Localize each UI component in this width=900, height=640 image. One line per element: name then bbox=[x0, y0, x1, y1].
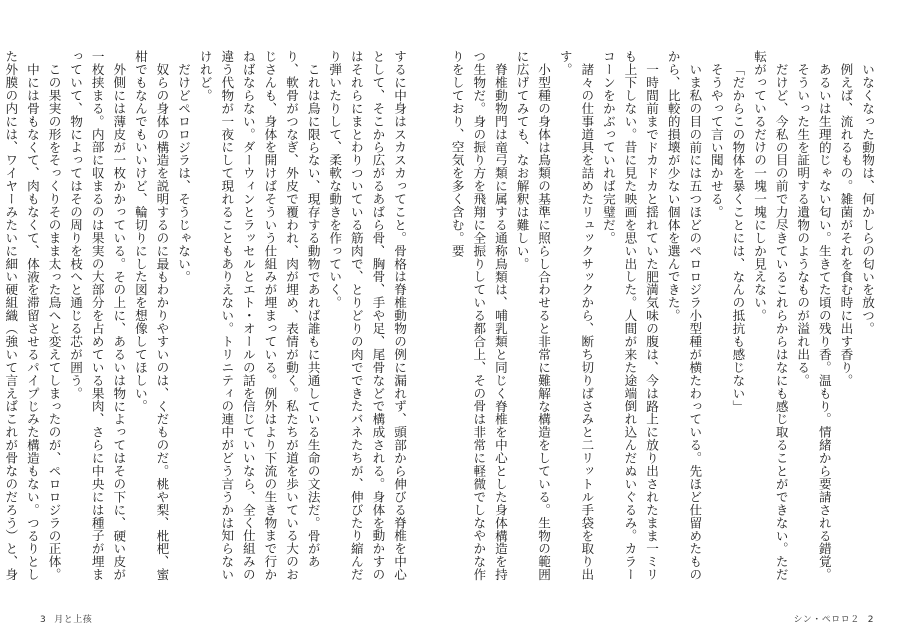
paragraph: 諸々の仕事道具を詰めたリュックサックから、断ち切りばさみと二リットル手袋を取り出す。 bbox=[557, 50, 595, 581]
paragraph: 中には骨もなくて、肉もなくて、体液を滞留させるパイプじみた構造もない。つるりとした外膜の内には、ワイヤーみたいに細い硬組織（強いて言えばこれが骨なのだろう）と、身 bbox=[3, 50, 40, 581]
right-page bbox=[450, 0, 900, 640]
paragraph: だけどペロロジラは、そうじゃない。 bbox=[176, 62, 192, 283]
left-page-footer bbox=[40, 612, 100, 625]
right-page-text bbox=[449, 50, 878, 590]
left-page-text bbox=[3, 50, 410, 590]
paragraph: するに中身はスカスカってこと。骨格は脊椎動物の例に漏れず、頭部から伸びる脊椎を中心として、そこから広がるあばら骨、胸骨、手や足、尾骨などで構成される。身体を動かすのはそれらにまとわりついている筋肉で、とりどりの肉でできたバネたちが、伸びたり縮んだり弾いたりして、柔軟な動きを作っていく。 bbox=[327, 50, 407, 581]
paragraph: この果実の形をそっくりそのまま太った鳥へと変えてしまったのが、ペロロジラの正体。 bbox=[46, 62, 62, 581]
paragraph: 外側には薄皮が一枚かかっている。その上に、あるいは物によってはその下に、硬い皮が一枚挟まる。内部に収まるのは果実の大部分を占めている果肉、さらに中央には種子が埋まっていて、物によってはその周りを枝へと通じる芯が囲う。 bbox=[68, 50, 127, 581]
paragraph: いなくなった動物は、何かしらの匂いを放つ。 bbox=[860, 62, 875, 335]
running-title: シン・ペロロ２ bbox=[793, 615, 860, 625]
paragraph: 一時間前までドカドカと揺れていた肥満気味の腹は、今は路上に放り出されたまま一ミリも上下しない。昔に見た映画を思い出した。人間が来た途端倒れ込んだぬいぐるみ。カラーコーンをかぶっていれば完璧だ。 bbox=[600, 50, 660, 581]
running-title: 月と上孩 bbox=[54, 615, 93, 625]
paragraph: いま私の目の前には五つほどのペロロジラ小型種が横たわっている。先ほど仕留めたものから、比較的損壊が少ない個体を選んできた。 bbox=[665, 50, 703, 581]
right-page-footer bbox=[785, 612, 874, 625]
paragraph: 例えば、流れるもの。雑菌がそれを食む時に出す香り。 bbox=[838, 62, 854, 387]
paragraph: だけど、今私の目の前で力尽きているこれらからはなにも感じ取ることができない。ただ転がっているだけの一塊一塊にしか見えない。 bbox=[752, 50, 789, 581]
page-number: 3 bbox=[40, 615, 47, 625]
page-number: 2 bbox=[867, 615, 874, 625]
paragraph: そういった生を証明する遺物のようなものが溢れ出る。 bbox=[795, 62, 811, 387]
paragraph: 脊椎動物門は竜弓類に属する通称鳥類は、哺乳類と同じく脊椎を中心とした身体構造を持つ生物だ。身の振り方を飛翔に全振りしている都合上、その骨は非常に軽微でしなやかな作りをしており、空気を多く含む。要 bbox=[449, 50, 508, 581]
paragraph: これは鳥に限らない、現存する動物であれば誰もに共通している生命の文法だ。骨があり、軟骨がつなぎ、外皮で覆われ、肉が埋め、表情が動く。私たちが道を歩いている大のおじさんも、身体を開けばそういう仕組みが埋まっている。例外はより下流の生き物まで行かねばならない。ダーウィンとラッセルとエト・オールの話を信じていいなら、全く仕組みの違う代物が一夜にして現れることもありえない。トリニティの連中がどう言うかは知らないけれど。 bbox=[197, 50, 321, 581]
paragraph: あるいは生理的じゃない匂い。生きてた頃の残り香。温もり。情緒から要請される錯覚。 bbox=[816, 62, 832, 581]
paragraph: 小型種の身体は鳥類の基準に照らし合わせると非常に難解な構造をしている。生物の範囲に広げてみても、なお解釈は難しい。 bbox=[514, 50, 552, 581]
paragraph: そうやって言い聞かせる。 bbox=[708, 62, 724, 218]
quote-paragraph: 「だからこの物体を暴くことには、なんの抵抗も感じない」 bbox=[730, 62, 746, 413]
paragraph: 奴らの身体の構造を説明するのに最もわかりやすいのは、くだものだ。桃や梨、枇杷、蜜柑でもなんでもいいけど、輪切りにした図を想像してほしい。 bbox=[132, 50, 170, 581]
